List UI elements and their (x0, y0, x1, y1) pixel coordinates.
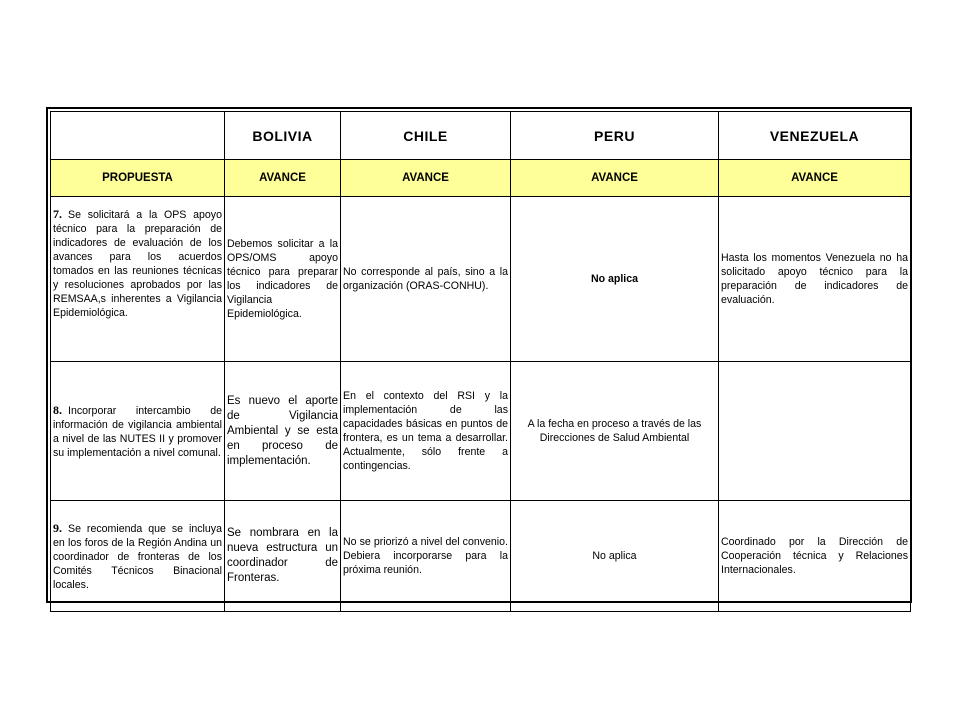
avance-header-peru: AVANCE (511, 160, 719, 197)
proposal-text: Incorporar intercambio de información de vigilancia ambiental a nivel de las NUTES II y promover su implementación a nivel comunal. (53, 404, 222, 459)
peru-avance-cell: A la fecha en proceso a través de las Direcciones de Salud Ambiental (511, 362, 719, 501)
country-peru: PERU (511, 112, 719, 160)
propuesta-cell (51, 362, 225, 501)
bolivia-avance-cell: Es nuevo el aporte de Vigilancia Ambiental y se esta en proceso de implementación. (225, 362, 341, 501)
progress-table (50, 111, 911, 612)
table-row-9 (51, 501, 911, 612)
table-row-7 (51, 197, 911, 362)
peru-avance-cell: No aplica (511, 501, 719, 612)
chile-avance-cell: En el contexto del RSI y la implementación de las capacidades básicas en puntos de frontera, es un tema a desarrollar. Actualmente, sólo frente a contingencias. (341, 362, 511, 501)
venezuela-avance-cell: Hasta los momentos Venezuela no ha solicitado apoyo técnico para la preparación de indicadores de evaluación. (719, 197, 911, 362)
propuesta-header: PROPUESTA (51, 160, 225, 197)
proposal-number: 8. (53, 402, 62, 417)
venezuela-avance-cell (719, 362, 911, 501)
proposal-number: 7. (53, 207, 62, 221)
avance-header-venezuela: AVANCE (719, 160, 911, 197)
country-venezuela: VENEZUELA (719, 112, 911, 160)
avance-header-chile: AVANCE (341, 160, 511, 197)
table-row-8 (51, 362, 911, 501)
bolivia-avance-cell: Se nombrara en la nueva estructura un coordinador de Fronteras. (225, 501, 341, 612)
avance-header-bolivia: AVANCE (225, 160, 341, 197)
chile-avance-cell: No se priorizó a nivel del convenio. Debiera incorporarse para la próxima reunión. (341, 501, 511, 612)
country-bolivia: BOLIVIA (225, 112, 341, 160)
venezuela-avance-cell: Coordinado por la Dirección de Cooperación técnica y Relaciones Internacionales. (719, 501, 911, 612)
proposal-text: Se solicitará a la OPS apoyo técnico para la preparación de indicadores de evaluación de los avances para los acuerdos tomados en las reuniones técnicas y resoluciones aprobados por las REMSAA,s inherentes a Vigilancia Epidemiológica. (53, 209, 222, 319)
proposal-number: 9. (53, 520, 62, 535)
chile-avance-cell: No corresponde al país, sino a la organización (ORAS-CONHU). (341, 197, 511, 362)
propuesta-cell (51, 501, 225, 612)
bolivia-avance-cell: Debemos solicitar a la OPS/OMS apoyo técnico para preparar los indicadores de Vigilancia Epidemiológica. (225, 197, 341, 362)
propuesta-cell (51, 197, 225, 362)
peru-avance-cell: No aplica (511, 197, 719, 362)
proposal-text: Se recomienda que se incluya en los foros de la Región Andina un coordinador de fronteras de los Comités Técnicos Binacional locales. (53, 522, 222, 591)
country-chile: CHILE (341, 112, 511, 160)
label-header-row (51, 160, 911, 197)
progress-table-frame (46, 107, 912, 603)
empty-corner-cell (51, 112, 225, 160)
country-header-row (51, 112, 911, 160)
